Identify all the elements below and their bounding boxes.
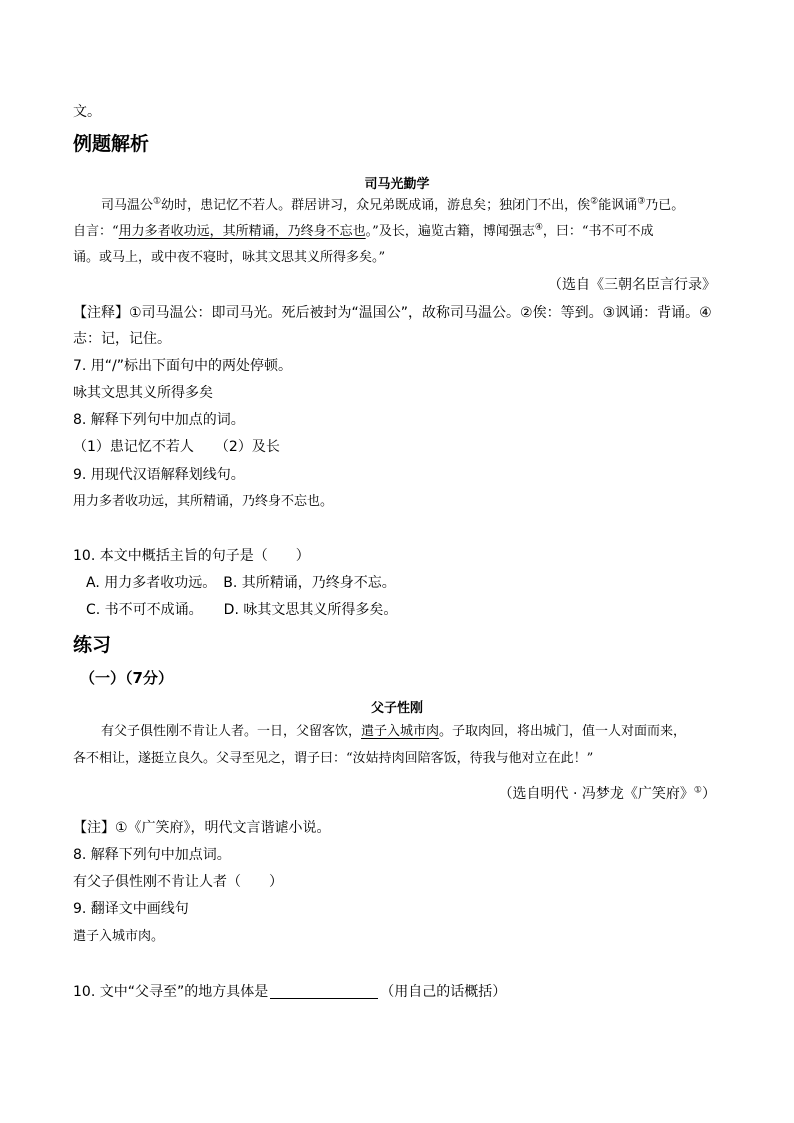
note-mark: ①	[693, 785, 702, 796]
question-10-options-ab: A. 用力多者收功远。 B. 其所精诵，乃终身不忘。	[86, 575, 396, 591]
question-10-options-cd: C. 书不可不成诵。 D. 咏其文思其义所得多矣。	[86, 602, 398, 618]
practice-note: 【注】①《广笑府》，明代文言谐谑小说。	[73, 820, 331, 836]
example-note-line-1: 【注释】①司马温公：即司马光。死后被封为“温国公”，故称司马温公。②俟：等到。③讽诵：背诵。④	[73, 305, 712, 321]
note-mark: ④	[534, 222, 543, 233]
note-mark: ②	[590, 196, 599, 207]
practice-passage-line-2: 各不相让，遂挺立良久。父寻至见之，谓子曰：“汝姑持肉回陪客饭，待我与他对立在此！”	[73, 751, 594, 766]
practice-question-10	[73, 982, 506, 1002]
practice-question-8-text: 有父子俱性刚不肯让人者（ ）	[73, 874, 283, 890]
practice-question-9: 9. 翻译文中画线句	[73, 901, 189, 917]
text-run: 乃已。	[645, 198, 685, 213]
text-run: 能讽诵	[598, 198, 638, 213]
text-run: （选自明代 · 冯梦龙《广笑府》	[498, 786, 694, 802]
underlined-sentence: 用力多者收功远，其所精诵，乃终身不忘也	[118, 224, 366, 239]
practice-passage-line-1	[73, 722, 686, 742]
example-passage-title: 司马光勤学	[364, 177, 430, 192]
note-mark: ①	[153, 196, 162, 207]
question-10: 10. 本文中概括主旨的句子是（ ）	[73, 548, 310, 564]
section-heading-practice: 练习	[73, 634, 112, 656]
example-note-line-2: 志：记，记住。	[73, 331, 171, 347]
question-8-items: （1）患记忆不若人 （2）及长	[73, 439, 280, 455]
question-9: 9. 用现代汉语解释划线句。	[73, 467, 245, 483]
practice-question-8: 8. 解释下列句中加点词。	[73, 847, 231, 863]
example-passage-line-3: 诵。或马上，或中夜不寝时，咏其文思其义所得多矣。”	[73, 250, 386, 265]
text-run: 。”及长，遍览古籍，博闻强志	[365, 224, 535, 239]
section-heading-example: 例题解析	[73, 133, 150, 155]
text-run: 10. 文中“父寻至”的地方具体是	[73, 984, 269, 1000]
question-7-text: 咏其文思其义所得多矣	[73, 385, 213, 401]
note-mark: ③	[637, 196, 646, 207]
practice-question-9-text: 遣子入城市肉。	[73, 929, 165, 944]
example-source: （选自《三朝名臣言行录》	[548, 277, 716, 293]
text-run: ，曰：“书不可不成	[542, 224, 654, 239]
text-run: 。子取肉回，将出城门，值一人对面而来，	[439, 724, 687, 739]
question-9-text: 用力多者收功远，其所精诵，乃终身不忘也。	[73, 494, 334, 509]
answer-blank[interactable]	[270, 984, 378, 999]
question-8: 8. 解释下列句中加点的词。	[73, 412, 245, 428]
text-run: （用自己的话概括）	[380, 984, 507, 1000]
practice-source	[499, 784, 716, 804]
text-run: 司马温公	[101, 198, 154, 213]
text-run: ）	[702, 786, 716, 802]
text-run: 幼时，患记忆不若人。群居讲习，众兄弟既成诵，游息矣；独闭门不出，俟	[161, 198, 591, 213]
example-passage-line-2	[73, 222, 654, 242]
text-run: 自言：“	[73, 224, 119, 239]
underlined-sentence: 遣子入城市肉	[361, 724, 440, 739]
question-7: 7. 用“/”标出下面句中的两处停顿。	[73, 358, 293, 374]
practice-passage-title: 父子性刚	[370, 701, 423, 716]
practice-part-label: （一）（7分）	[80, 669, 173, 687]
top-fragment: 文。	[73, 104, 101, 120]
example-passage-line-1	[73, 196, 684, 216]
text-run: 有父子俱性刚不肯让人者。一日，父留客饮，	[101, 724, 362, 739]
